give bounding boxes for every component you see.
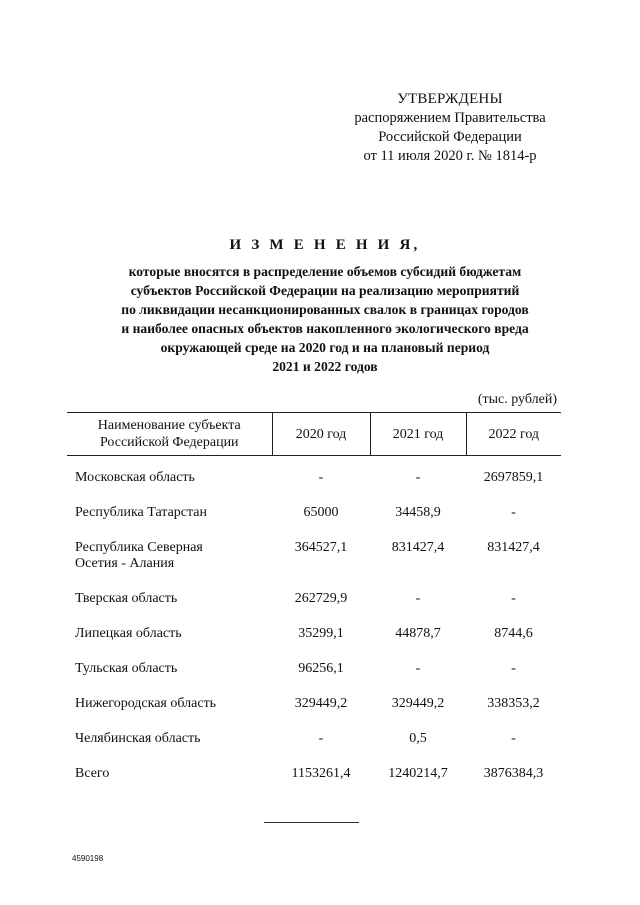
- total-2021: 1240214,7: [388, 766, 448, 781]
- value-2022: 8744,6: [494, 626, 533, 641]
- subtitle-line: по ликвидации несанкционированных свалок в границах городов: [121, 302, 529, 317]
- value-2021: -: [415, 661, 421, 676]
- table-row: [67, 696, 561, 731]
- region-name: Нижегородская область: [75, 696, 217, 711]
- value-2020: -: [318, 731, 324, 746]
- units-label: (тыс. рублей): [477, 392, 557, 407]
- region-name: Липецкая область: [75, 626, 182, 641]
- table-row: [67, 731, 561, 766]
- header-2020: 2020 год: [272, 413, 370, 456]
- subtitle-line: субъектов Российской Федерации на реализацию мероприятий: [130, 283, 520, 298]
- table-row: [67, 626, 561, 661]
- value-2022: -: [511, 505, 516, 520]
- value-2022: 831427,4: [487, 540, 540, 555]
- header-region: [67, 413, 272, 456]
- region-name: Московская область: [75, 470, 195, 485]
- value-2020: 364527,1: [294, 540, 348, 555]
- title-heading: И З М Е Н Е Н И Я,: [229, 237, 421, 253]
- header-2021: 2021 год: [370, 413, 466, 456]
- value-2021: -: [415, 470, 421, 485]
- subtitle-line: 2021 и 2022 годов: [272, 359, 378, 374]
- approval-line: распоряжением Правительства: [354, 110, 546, 126]
- region-name: Челябинская область: [75, 731, 201, 746]
- value-2021: 44878,7: [395, 626, 441, 641]
- value-2021: 329449,2: [391, 696, 445, 711]
- value-2022: -: [511, 731, 516, 746]
- value-2022: -: [511, 661, 516, 676]
- region-name: Тульская область: [75, 661, 178, 676]
- approval-date: от 11 июля 2020 г. № 1814-р: [363, 148, 537, 164]
- document-id: 4590198: [72, 854, 104, 863]
- subtitle-line: которые вносятся в распределение объемов субсидий бюджетам: [128, 264, 522, 279]
- table-row: [67, 591, 561, 626]
- approval-block: [330, 90, 570, 166]
- region-name-line: Республика Северная: [75, 540, 203, 555]
- region-name: Тверская область: [75, 591, 178, 606]
- value-2021: -: [415, 591, 421, 606]
- value-2020: 96256,1: [298, 661, 344, 676]
- total-2020: 1153261,4: [291, 766, 351, 781]
- table-row: [67, 661, 561, 696]
- approval-title: УТВЕРЖДЕНЫ: [397, 91, 503, 107]
- header-region-line: Российской Федерации: [99, 435, 239, 450]
- document-title: [70, 237, 580, 376]
- subtitle-line: окружающей среде на 2020 год и на плановый период: [160, 340, 490, 355]
- value-2020: 35299,1: [298, 626, 344, 641]
- title-subtitle: [70, 262, 580, 376]
- end-divider: [264, 822, 359, 823]
- table-row: [67, 540, 561, 591]
- table-header-row: [67, 413, 561, 456]
- table-row: [67, 470, 561, 505]
- region-name: Республика Татарстан: [75, 505, 208, 520]
- value-2021: 0,5: [409, 731, 427, 746]
- header-region-line: Наименование субъекта: [97, 418, 241, 433]
- region-name: [67, 540, 272, 591]
- value-2021: 34458,9: [395, 505, 441, 520]
- subsidy-table: [67, 412, 561, 801]
- value-2020: -: [318, 470, 324, 485]
- header-2022: 2022 год: [466, 413, 561, 456]
- value-2021: 831427,4: [391, 540, 445, 555]
- total-2022: 3876384,3: [483, 766, 544, 781]
- value-2020: 65000: [303, 505, 339, 520]
- value-2022: -: [511, 591, 516, 606]
- subtitle-line: и наиболее опасных объектов накопленного экологического вреда: [121, 321, 529, 336]
- value-2022: 338353,2: [487, 696, 540, 711]
- region-name-line: Осетия - Алания: [75, 556, 175, 571]
- total-label: Всего: [75, 766, 110, 781]
- table-row: [67, 505, 561, 540]
- approval-line: Российской Федерации: [378, 129, 522, 145]
- table-row-total: [67, 766, 561, 801]
- value-2020: 329449,2: [294, 696, 348, 711]
- value-2022: 2697859,1: [483, 470, 544, 485]
- value-2020: 262729,9: [294, 591, 348, 606]
